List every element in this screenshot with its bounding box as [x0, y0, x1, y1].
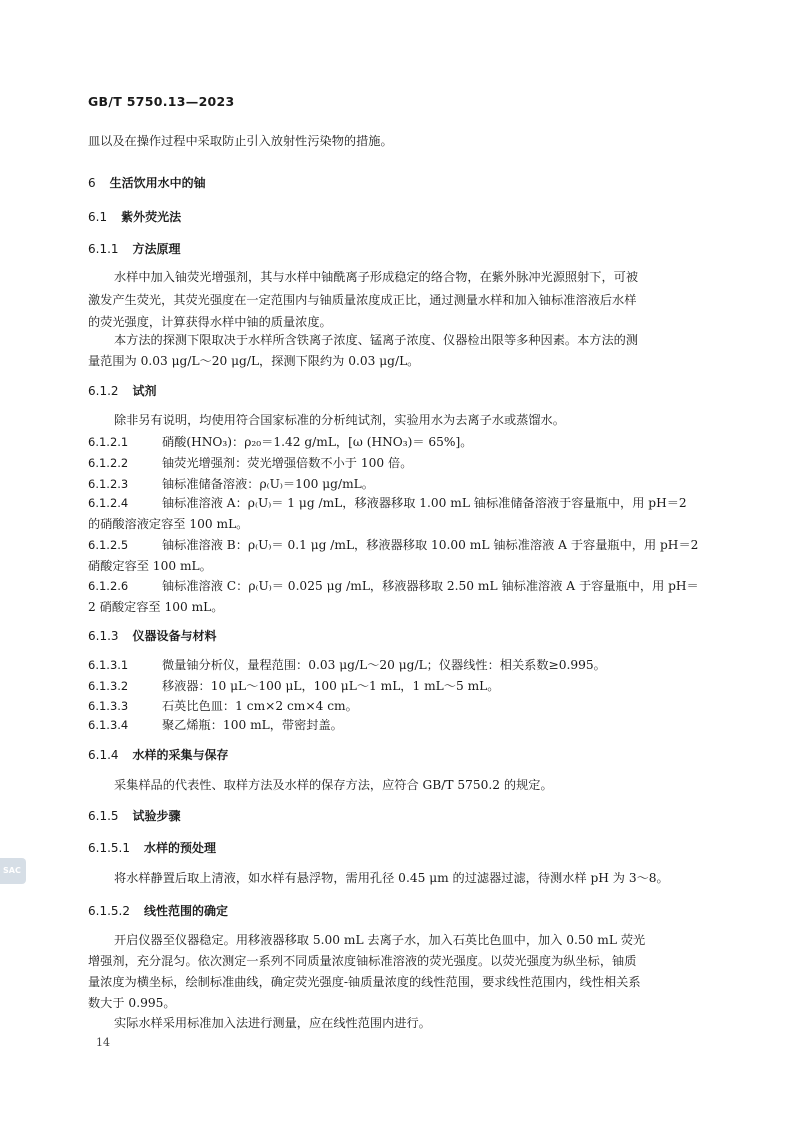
section-number: 6.1.1: [88, 242, 119, 256]
item-number: 6.1.3.3: [88, 699, 129, 713]
section-6-1-heading: [88, 211, 181, 223]
section-title: 生活饮用水中的铀: [109, 176, 206, 190]
item-text: 铀标准溶液 A：ρ₍U₎＝ 1 μg /mL，移液器移取 1.00 mL 铀标准储备溶液于容量瓶中，用 pH＝2: [162, 496, 687, 510]
section-title: 紫外荧光法: [121, 210, 182, 224]
section-number: 6.1.3: [88, 629, 119, 643]
paragraph-line: 量浓度为横坐标，绘制标准曲线，确定荧光强度-铀质量浓度的线性范围，要求线性范围内，线性相关系: [88, 975, 641, 989]
section-6-heading: [88, 177, 206, 189]
item-text: 石英比色皿：1 cm×2 cm×4 cm。: [162, 699, 358, 713]
item-text: 聚乙烯瓶：100 mL，带密封盖。: [162, 718, 343, 732]
item-continuation: 硝酸定容至 100 mL。: [88, 559, 212, 573]
item-text: 铀荧光增强剂：荧光增强倍数不小于 100 倍。: [162, 456, 413, 470]
item-number: 6.1.3.4: [88, 718, 129, 732]
section-number: 6.1.5: [88, 809, 119, 823]
paragraph-line: 本方法的探测下限取决于水样所含铁离子浓度、锰离子浓度、仪器检出限等多种因素。本方法的测: [114, 333, 639, 347]
section-6-1-3-heading: [88, 630, 217, 642]
section-number: 6.1.2: [88, 384, 119, 398]
item-6-1-2-1: [88, 436, 472, 449]
item-number: 6.1.2.2: [88, 456, 129, 470]
item-number: 6.1.2.5: [88, 538, 129, 552]
item-6-1-2-5: [88, 539, 698, 552]
section-number: 6.1.5.1: [88, 841, 130, 855]
item-6-1-2-4: [88, 497, 687, 510]
item-6-1-3-3: [88, 700, 358, 713]
item-6-1-2-3: [88, 478, 374, 491]
watermark-tab-icon: SAC: [0, 858, 26, 884]
page-number: 14: [96, 1036, 110, 1049]
item-number: 6.1.3.2: [88, 679, 129, 693]
item-number: 6.1.3.1: [88, 658, 129, 672]
item-number: 6.1.2.3: [88, 477, 129, 491]
item-6-1-3-1: [88, 659, 606, 672]
section-title: 试剂: [132, 384, 157, 398]
item-6-1-3-4: [88, 719, 343, 732]
item-text: 微量铀分析仪，量程范围：0.03 μg/L～20 μg/L；仪器线性：相关系数≥0.995。: [162, 658, 606, 672]
section-6-1-2-heading: [88, 385, 157, 397]
item-number: 6.1.2.6: [88, 579, 129, 593]
item-6-1-2-6: [88, 580, 699, 593]
paragraph-line: 量范围为 0.03 μg/L～20 μg/L，探测下限约为 0.03 μg/L。: [88, 354, 420, 368]
intro-line: 皿以及在操作过程中采取防止引入放射性污染物的措施。: [88, 134, 393, 148]
paragraph-line: 激发产生荧光，其荧光强度在一定范围内与铀质量浓度成正比，通过测量水样和加入铀标准溶液后水样: [88, 293, 637, 307]
paragraph-line: 实际水样采用标准加入法进行测量，应在线性范围内进行。: [114, 1016, 431, 1030]
item-continuation: 的硝酸溶液定容至 100 mL。: [88, 517, 249, 531]
paragraph-line: 的荧光强度，计算获得水样中铀的质量浓度。: [88, 315, 332, 329]
item-text: 硝酸(HNO₃)：ρ₂₀＝1.42 g/mL，[ω (HNO₃)＝ 65%]。: [162, 435, 473, 449]
item-text: 移液器：10 μL～100 μL，100 μL～1 mL，1 mL～5 mL。: [162, 679, 500, 693]
paragraph-line: 增强剂，充分混匀。依次测定一系列不同质量浓度铀标准溶液的荧光强度。以荧光强度为纵坐标，铀质: [88, 954, 637, 968]
section-number: 6.1.4: [88, 748, 119, 762]
item-6-1-2-2: [88, 457, 412, 470]
item-continuation: 2 硝酸定容至 100 mL。: [88, 600, 224, 614]
item-text: 铀标准溶液 B：ρ₍U₎＝ 0.1 μg /mL，移液器移取 10.00 mL 铀标准溶液 A 于容量瓶中，用 pH＝2: [162, 538, 699, 552]
paragraph-line: 采集样品的代表性、取样方法及水样的保存方法，应符合 GB/T 5750.2 的规定。: [114, 778, 553, 792]
section-title: 水样的采集与保存: [132, 748, 229, 762]
item-text: 铀标准溶液 C：ρ₍U₎＝ 0.025 μg /mL，移液器移取 2.50 mL 铀标准溶液 A 于容量瓶中，用 pH＝: [162, 579, 699, 593]
section-6-1-1-heading: [88, 243, 181, 255]
section-number: 6.1.5.2: [88, 904, 130, 918]
paragraph-line: 开启仪器至仪器稳定。用移液器移取 5.00 mL 去离子水，加入石英比色皿中，加入 0.50 mL 荧光: [114, 933, 646, 947]
section-number: 6: [88, 176, 96, 190]
item-6-1-3-2: [88, 680, 499, 693]
section-title: 方法原理: [132, 242, 181, 256]
section-title: 线性范围的确定: [143, 904, 228, 918]
item-text: 铀标准储备溶液：ρ₍U₎＝100 μg/mL。: [162, 477, 374, 491]
standard-code: GB/T 5750.13—2023: [88, 94, 235, 109]
section-title: 试验步骤: [132, 809, 181, 823]
section-6-1-5-heading: [88, 810, 181, 822]
section-6-1-5-1-heading: [88, 842, 216, 854]
item-number: 6.1.2.4: [88, 496, 129, 510]
paragraph-line: 将水样静置后取上清液，如水样有悬浮物，需用孔径 0.45 μm 的过滤器过滤，待测水样 pH 为 3～8。: [114, 871, 669, 885]
item-number: 6.1.2.1: [88, 435, 129, 449]
paragraph-line: 水样中加入铀荧光增强剂，其与水样中铀酰离子形成稳定的络合物，在紫外脉冲光源照射下，可被: [114, 270, 639, 284]
section-6-1-4-heading: [88, 749, 229, 761]
paragraph-line: 数大于 0.995。: [88, 996, 176, 1010]
section-title: 仪器设备与材料: [132, 629, 217, 643]
section-6-1-5-2-heading: [88, 905, 228, 917]
section-title: 水样的预处理: [143, 841, 216, 855]
section-number: 6.1: [88, 210, 108, 224]
paragraph-line: 除非另有说明，均使用符合国家标准的分析纯试剂，实验用水为去离子水或蒸馏水。: [114, 413, 565, 427]
